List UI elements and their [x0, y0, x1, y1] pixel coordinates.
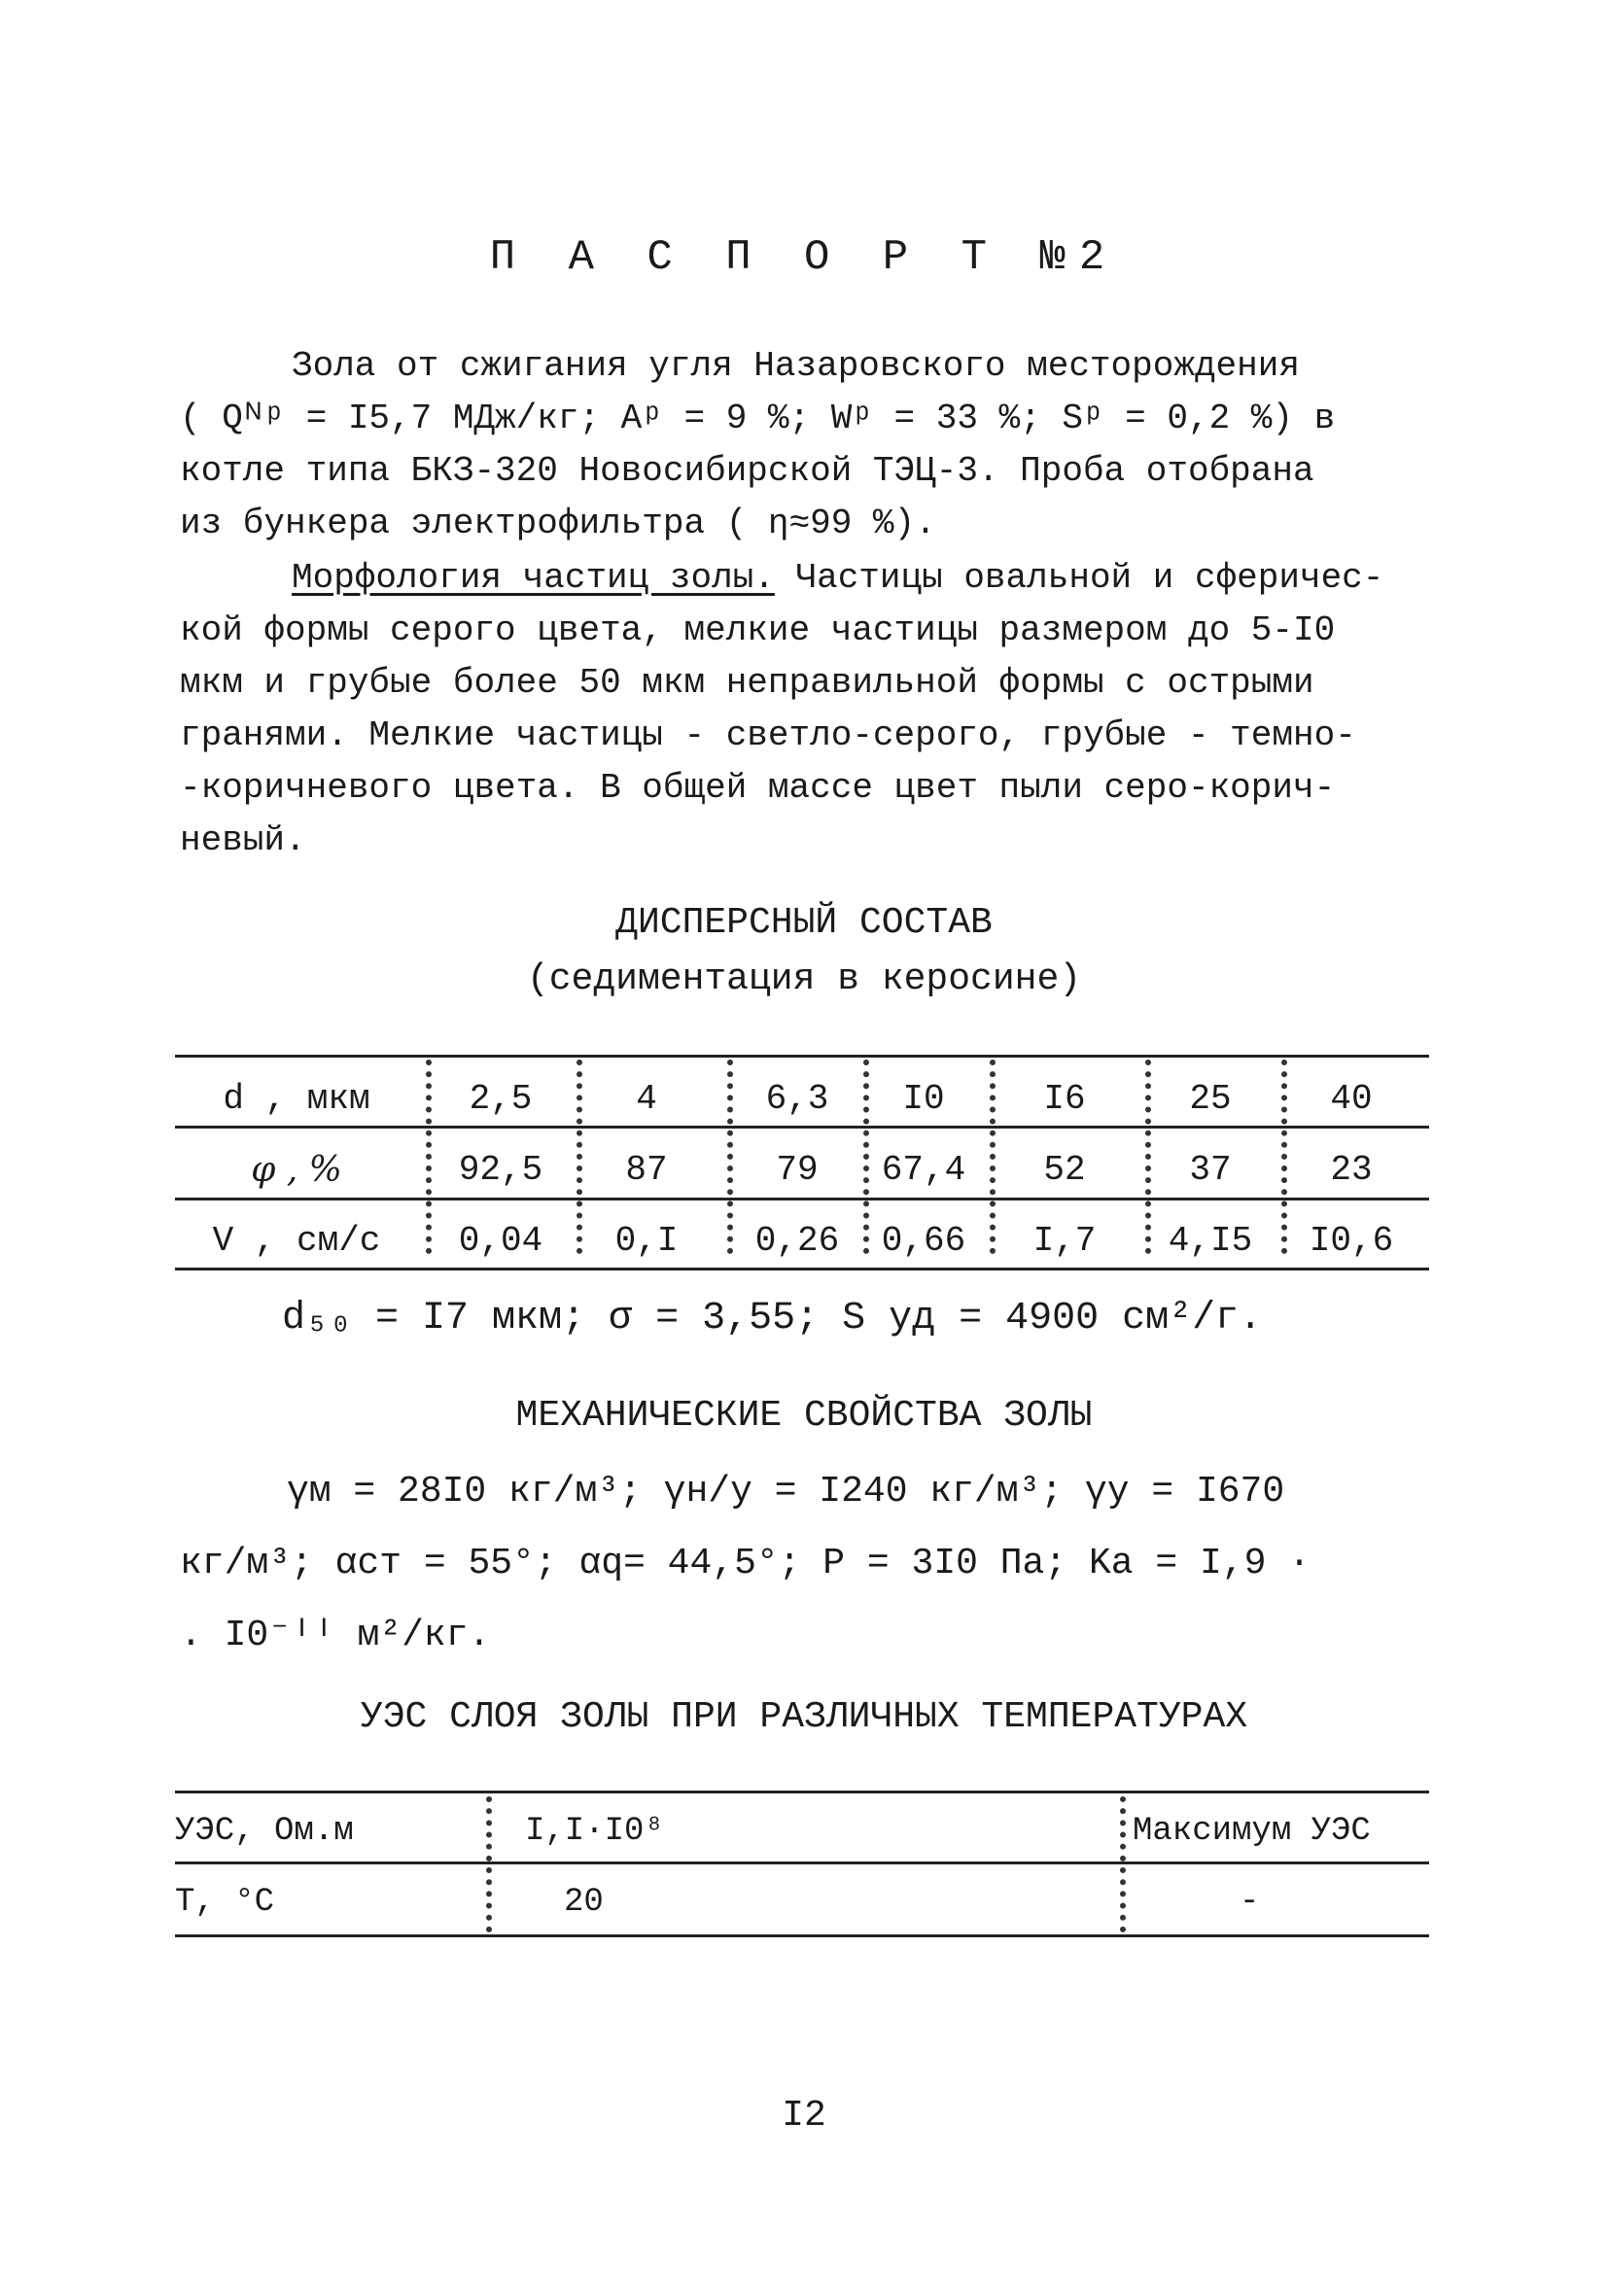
ues-top-rule	[175, 1791, 1429, 1793]
cell: 0,04	[458, 1221, 543, 1261]
morphology-line-1	[292, 552, 1556, 605]
ues-max-header: Максимум УЭС	[1133, 1813, 1371, 1850]
morphology-line-4: гранями. Мелкие частицы - светло-серого, грубые - темно-	[180, 715, 1356, 755]
cell: 6,3	[765, 1079, 829, 1119]
row-label: d , мкм	[223, 1079, 370, 1119]
cell: 23	[1330, 1150, 1373, 1190]
morphology-line-3: мкм и грубые более 50 мкм неправильной формы с острыми	[180, 663, 1314, 703]
dispersion-summary: d₅₀ = I7 мкм; σ = 3,55; S уд = 4900 см²/г.	[282, 1297, 1263, 1340]
intro-line-3: котле типа БКЗ-320 Новосибирской ТЭЦ-3. Проба отобрана	[180, 451, 1314, 491]
dispersion-subheading: (седиментация в керосине)	[526, 958, 1082, 1000]
cell: 40	[1330, 1079, 1373, 1119]
row-label: V , см/с	[212, 1221, 381, 1261]
intro-line-4: из бункера электрофильтра ( η≈99 %).	[180, 504, 936, 543]
morphology-line-1-rest: Частицы овальной и сферичес-	[774, 558, 1384, 598]
cell: 79	[776, 1150, 819, 1190]
ues-heading: УЭС СЛОЯ ЗОЛЫ ПРИ РАЗЛИЧНЫХ ТЕМПЕРАТУРАХ	[360, 1696, 1248, 1738]
cell: I0,6	[1309, 1221, 1394, 1261]
ues-max-value: -	[1240, 1884, 1260, 1921]
intro-line-2: ( Qᴺᵖ = I5,7 МДж/кг; Aᵖ = 9 %; Wᵖ = 33 %; Sᵖ = 0,2 %) в	[180, 399, 1336, 438]
dispersion-heading: ДИСПЕРСНЫЙ СОСТАВ	[615, 902, 993, 944]
morphology-line-5: -коричневого цвета. В общей массе цвет пыли серо-корич-	[180, 768, 1336, 808]
cell: 4,I5	[1168, 1221, 1253, 1261]
cell: 4	[636, 1079, 657, 1119]
cell: 52	[1043, 1150, 1086, 1190]
mechanics-line-1: γм = 28I0 кг/м³; γн/у = I240 кг/м³; γу = I670	[287, 1471, 1285, 1513]
cell: 2,5	[469, 1079, 533, 1119]
ues-col-divider	[1120, 1796, 1126, 1932]
table-row	[175, 1079, 1429, 1143]
intro-line-1: Зола от сжигания угля Назаровского месторождения	[292, 346, 1300, 386]
page-number: I2	[782, 2095, 826, 2137]
cell: I,7	[1032, 1221, 1097, 1261]
table-row	[175, 1150, 1429, 1214]
page-title: П А С П О Р Т №2	[489, 233, 1119, 282]
mechanics-line-2: кг/м³; αст = 55°; αq= 44,5°; P = 3I0 Па; Ka = I,9 ·	[180, 1543, 1311, 1584]
temperature-label: T, °C	[175, 1884, 275, 1921]
table-top-rule	[175, 1055, 1429, 1058]
table-row	[175, 1221, 1429, 1285]
morphology-line-6: невый.	[180, 820, 306, 860]
morphology-line-2: кой формы серого цвета, мелкие частицы размером до 5-I0	[180, 610, 1336, 650]
cell: 92,5	[458, 1150, 543, 1190]
ues-value: I,I·I0⁸	[525, 1813, 664, 1850]
ues-col-divider	[486, 1796, 492, 1932]
cell: 25	[1189, 1079, 1232, 1119]
temperature-value: 20	[564, 1884, 604, 1921]
cell: I0	[902, 1079, 945, 1119]
cell: 37	[1189, 1150, 1232, 1190]
cell: 0,26	[754, 1221, 840, 1261]
cell: 0,I	[614, 1221, 679, 1261]
cell: I6	[1043, 1079, 1086, 1119]
cell: 0,66	[881, 1221, 966, 1261]
ues-mid-rule	[175, 1861, 1429, 1864]
mechanics-heading: МЕХАНИЧЕСКИЕ СВОЙСТВА ЗОЛЫ	[515, 1395, 1093, 1437]
mechanics-line-3: . I0⁻ᴵᴵ м²/кг.	[180, 1615, 491, 1656]
cell: 87	[625, 1150, 668, 1190]
row-label: φ , %	[251, 1150, 342, 1190]
cell: 67,4	[881, 1150, 966, 1190]
ues-bottom-rule	[175, 1934, 1429, 1937]
morphology-heading: Морфология частиц золы.	[292, 558, 775, 598]
ues-label: УЭС, Ом.м	[175, 1813, 354, 1850]
